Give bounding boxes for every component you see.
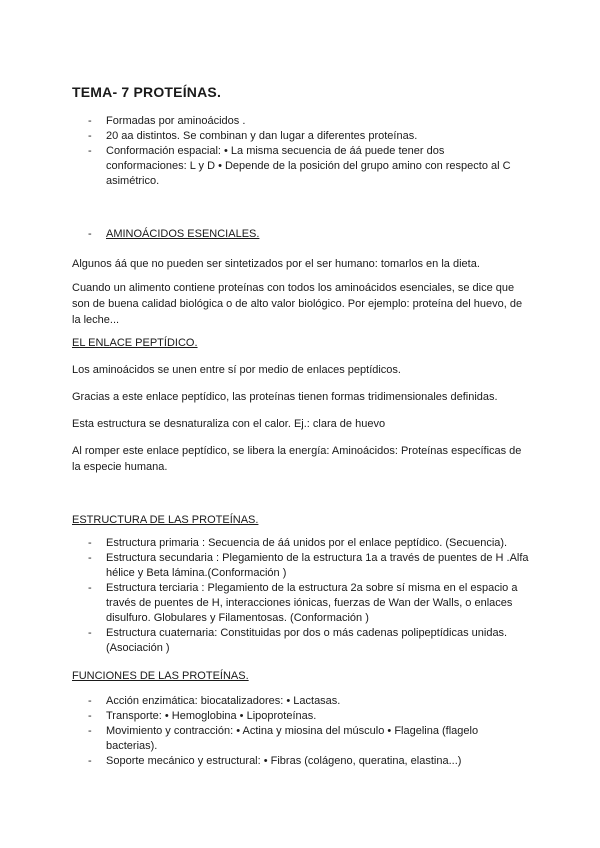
list-item: - Soporte mecánico y estructural: • Fibras (colágeno, queratina, elastina...) <box>88 755 462 767</box>
paragraph: Cuando un alimento contiene proteínas con todos los aminoácidos esenciales, se dice que son de buena calidad biológica o de alto valor biológico. Por ejemplo: proteína del huevo, de la leche... <box>72 282 523 326</box>
list-item: - Conformación espacial: • La misma secuencia de áá puede tener dos conformaciones: L y D • Depende de la posición del grupo amino con respecto al C asimétrico. <box>88 145 511 187</box>
section-heading-structure: ESTRUCTURA DE LAS PROTEÍNAS. <box>72 514 259 526</box>
section-heading-bond: EL ENLACE PEPTÍDICO. <box>72 337 198 349</box>
list-item: - Movimiento y contracción: • Actina y miosina del músculo • Flagelina (flagelo bacterias). <box>88 725 479 752</box>
functions-list <box>72 694 532 769</box>
list-item: - Transporte: • Hemoglobina • Lipoproteínas. <box>88 710 317 722</box>
list-item: - AMINOÁCIDOS ESENCIALES. <box>88 228 260 240</box>
list-item: - Estructura secundaria : Plegamiento de la estructura 1a a través de puentes de H .Alfa hélice y Beta lámina.(Conformación ) <box>88 552 529 579</box>
paragraph: Algunos áá que no pueden ser sintetizados por el ser humano: tomarlos en la dieta. <box>72 258 480 270</box>
section-heading-functions: FUNCIONES DE LAS PROTEÍNAS. <box>72 670 249 682</box>
list-item: - Acción enzimática: biocatalizadores: • Lactasas. <box>88 695 341 707</box>
document-title: TEMA- 7 PROTEÍNAS. <box>72 84 222 100</box>
paragraph: Al romper este enlace peptídico, se libera la energía: Aminoácidos: Proteínas específicas de la especie humana. <box>72 445 522 473</box>
list-item: - Estructura terciaria : Plegamiento de la estructura 2a sobre sí misma en el espacio a través de puentes de H, interacciones iónicas, fuerzas de Wan der Walls, o enlaces disulfuro. Globulares y Filamentosas. (Conformación ) <box>88 582 518 624</box>
list-item: - Estructura primaria : Secuencia de áá unidos por el enlace peptídico. (Secuencia). <box>88 537 508 549</box>
list-item: - 20 aa distintos. Se combinan y dan lugar a diferentes proteínas. <box>88 130 418 142</box>
list-item: - Formadas por aminoácidos . <box>88 115 246 127</box>
intro-list <box>72 114 532 189</box>
structure-list <box>72 536 532 656</box>
essential-heading-list <box>72 227 532 242</box>
paragraph: Esta estructura se desnaturaliza con el calor. Ej.: clara de huevo <box>72 418 386 430</box>
list-item: - Estructura cuaternaria: Constituidas por dos o más cadenas polipeptídicas unidas. (Asociación ) <box>88 627 508 654</box>
section-heading-essential: AMINOÁCIDOS ESENCIALES. <box>106 228 260 240</box>
paragraph: Gracias a este enlace peptídico, las proteínas tienen formas tridimensionales definidas. <box>72 391 498 403</box>
paragraph: Los aminoácidos se unen entre sí por medio de enlaces peptídicos. <box>72 364 401 376</box>
